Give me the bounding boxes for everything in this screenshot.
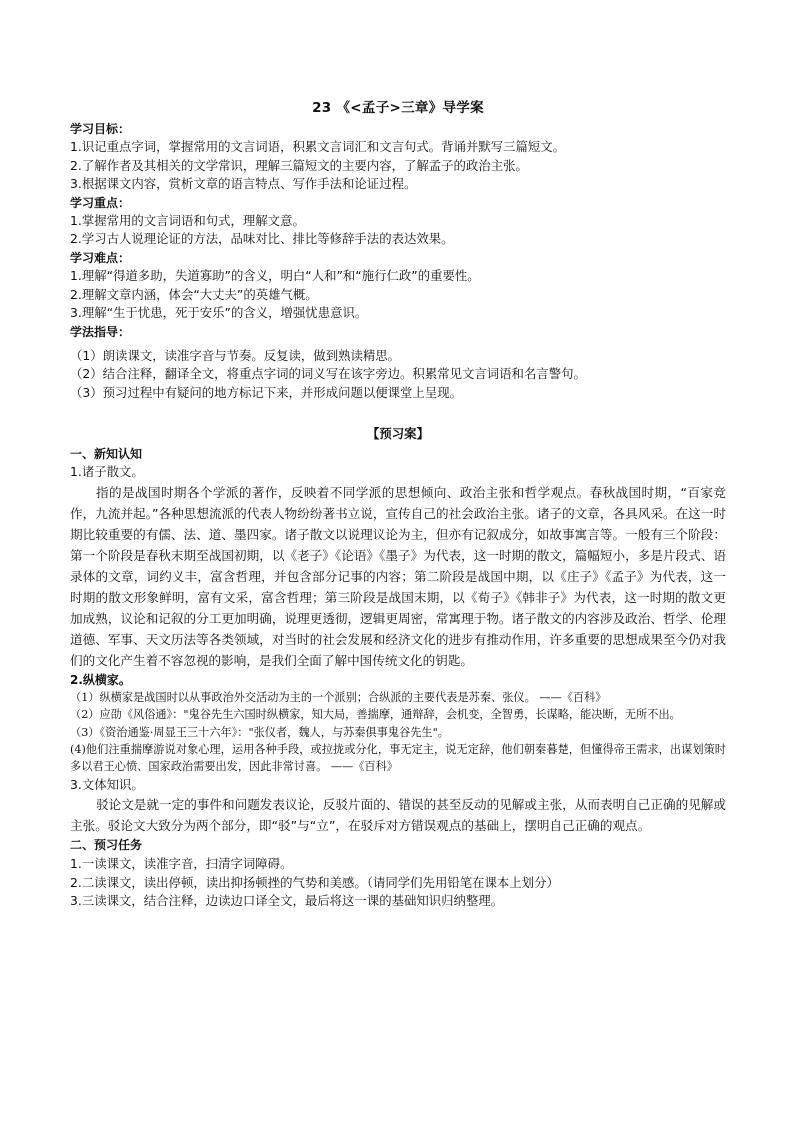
task-item: 3.三读课文，结合注释，边读边口译全文，最后将这一课的基础知识归纳整理。 [70, 893, 504, 909]
note-item: （2）应劭《风俗通》："鬼谷先生六国时纵横家，知大局，善揣摩，通辩辞，会机变，全智勇，长谋略，能决断，无所不出。 [70, 708, 681, 722]
page-title: 23 《<孟子>三章》导学案 [312, 100, 484, 116]
objective-item: 3.根据课文内容，赏析文章的语言特点、写作手法和论证过程。 [70, 176, 417, 192]
part2-heading: 二、预习任务 [70, 838, 143, 853]
method-item: （3）预习过程中有疑问的地方标记下来，并形成问题以便课堂上呈现。 [70, 384, 462, 400]
key-point-item: 1.掌握常用的文言词语和句式，理解文意。 [70, 212, 305, 228]
methods-heading: 学法指导： [70, 324, 131, 339]
task-item: 2.二读课文，读出停顿，读出抑扬顿挫的气势和美感。（请同学们先用铅笔在课本上划分） [70, 874, 559, 890]
sub1-heading: 1.诸子散文。 [70, 464, 144, 480]
objectives-heading: 学习目标： [70, 122, 131, 136]
difficulties-heading: 学习难点： [70, 250, 131, 265]
sub3-heading: 3.文体知识。 [70, 776, 144, 792]
document-page [70, 96, 726, 911]
objective-item: 2.了解作者及其相关的文学常识，理解三篇短文的主要内容，了解孟子的政治主张。 [70, 157, 528, 173]
key-point-item: 2.学习古人说理论证的方法，品味对比、排比等修辞手法的表达效果。 [70, 231, 454, 247]
note-item: (4)他们注重揣摩游说对象心理，运用各种手段，或拉拢或分化，事无定主，说无定辞，他们朝秦暮楚，但懂得帝王需求，出谋划策时多以君王心愤、国家政治需要出发，因此非常讨喜。 ——《百科》 [70, 742, 726, 774]
key-points-heading: 学习重点： [70, 195, 131, 210]
method-item: （1）朗读课文，读准字音与节奏。反复读，做到熟读精思。 [70, 347, 401, 363]
preview-heading: 【预习案】 [367, 425, 429, 441]
part1-heading: 一、新知认知 [70, 446, 143, 461]
difficulty-item: 1.理解“得道多助，失道寡助”的含义，明白“人和”和“施行仁政”的重要性。 [70, 267, 480, 283]
difficulty-item: 3.理解“生于忧患，死于安乐”的含义，增强忧患意识。 [70, 305, 368, 321]
note-item: （3）《资治通鉴·周显王三十六年》："张仪者，魏人，与苏秦俱事鬼谷先生"。 [70, 725, 449, 739]
method-item: （2）结合注释，翻译全文，将重点字词的词义写在该字旁边。积累常见文言词语和名言警句。 [70, 366, 586, 382]
zhuzi-paragraph: 指的是战国时期各个学派的著作，反映着不同学派的思想倾向、政治主张和哲学观点。春秋战国时期，“百家竞作，九流并起。”各种思想流派的代表人物纷纷著书立说，宣传自己的社会政治主张。诸子的文章，各具风采。在这一时期比较重要的有儒、法、道、墨四家。诸子散文以说理议论为主，但亦有记叙成分，如故事寓言等。一般有三个阶段：第一个阶段是春秋末期至战国初期，以《老子》《论语》《墨子》为代表，这一时期的散文，篇幅短小，多是片段式、语录体的文章，词约义丰，富含哲理，并包含部分记事的内容；第二阶段是战国中期，以《庄子》《孟子》为代表，这一时期的散文形象鲜明，富有文采，富含哲理；第三阶段是战国末期，以《荀子》《韩非子》为代表，这一时期的散文更加成熟，议论和记叙的分工更加明确，说理更透彻，逻辑更周密，常寓理于物。诸子散文的内容涉及政治、哲学、伦理道德、军事、天文历法等各类领域，对当时的社会发展和经济文化的进步有推动作用，许多重要的思想成果至今仍对我们的文化产生着不容忽视的影响，是我们全面了解中国传统文化的钥匙。 [70, 484, 726, 668]
objective-item: 1.识记重点字词，掌握常用的文言词语，积累文言词汇和文言句式。背诵并默写三篇短文。 [70, 139, 566, 154]
difficulty-item: 2.理解文章内涵，体会“大丈夫”的英雄气概。 [70, 286, 318, 302]
genre-paragraph: 驳论文是就一定的事件和问题发表议论，反驳片面的、错误的甚至反动的见解或主张，从而表明自己正确的见解或主张。驳论文大致分为两个部分，即“驳”与“立”，在驳斥对方错误观点的基础上，摆明自己正确的观点。 [70, 797, 726, 834]
note-item: （1）纵横家是战国时以从事政治外交活动为主的一个派别；合纵派的主要代表是苏秦、张仪。 ——《百科》 [70, 690, 607, 704]
sub2-heading: 2.纵横家。 [70, 672, 131, 687]
task-item: 1.一读课文，读准字音，扫清字词障碍。 [70, 855, 293, 871]
